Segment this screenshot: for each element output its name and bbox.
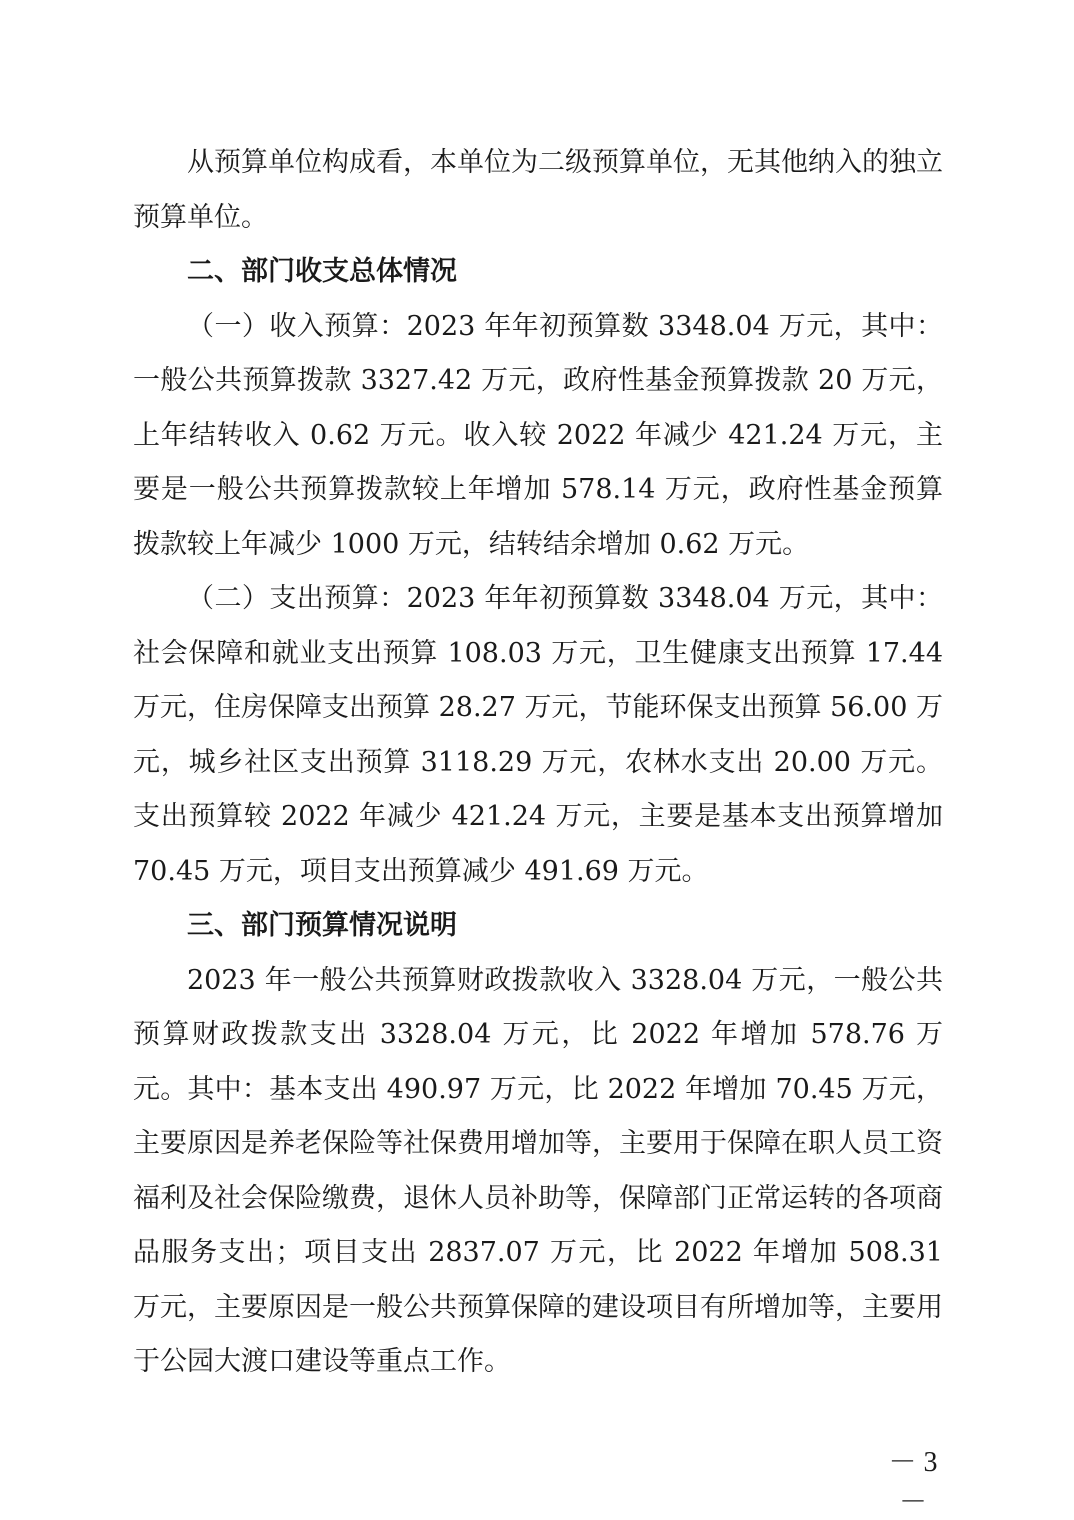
document-body — [133, 136, 943, 1390]
paragraph-expense-budget: （二）支出预算：2023 年年初预算数 3348.04 万元，其中：社会保障和就业支出预算 108.03 万元，卫生健康支出预算 17.44 万元，住房保障支出预算 28.27 万元，节能环保支出预算 56.00 万元，城乡社区支出预算 3118.29 万元，农林水支出 20.00 万元。支出预算较 2022 年减少 421.24 万元，主要是基本支出预算增加 70.45 万元，项目支出预算减少 491.69 万元。 — [133, 583, 943, 887]
page-number: － 3 － — [888, 1447, 938, 1518]
paragraph-budget-units: 从预算单位构成看，本单位为二级预算单位，无其他纳入的独立预算单位。 — [133, 147, 943, 233]
section-heading-explanation: 三、部门预算情况说明 — [187, 910, 457, 941]
paragraph-income-budget: （一）收入预算：2023 年年初预算数 3348.04 万元，其中：一般公共预算拨款 3327.42 万元，政府性基金预算拨款 20 万元，上年结转收入 0.62 万元。收入较 2022 年减少 421.24 万元，主要是一般公共预算拨款较上年增加 578.14 万元，政府性基金预算拨款较上年减少 1000 万元，结转结余增加 0.62 万元。 — [133, 310, 943, 560]
paragraph-general-budget: 2023 年一般公共预算财政拨款收入 3328.04 万元，一般公共预算财政拨款支出 3328.04 万元，比 2022 年增加 578.76 万元。其中：基本支出 490.97 万元，比 2022 年增加 70.45 万元，主要原因是养老保险等社保费用增加等，主要用于保障在职人员工资福利及社会保险缴费，退休人员补助等，保障部门正常运转的各项商品服务支出；项目支出 2837.07 万元，比 2022 年增加 508.31 万元，主要原因是一般公共预算保障的建设项目有所增加等，主要用于公园大渡口建设等重点工作。 — [133, 964, 943, 1377]
section-heading-overall: 二、部门收支总体情况 — [187, 256, 457, 287]
